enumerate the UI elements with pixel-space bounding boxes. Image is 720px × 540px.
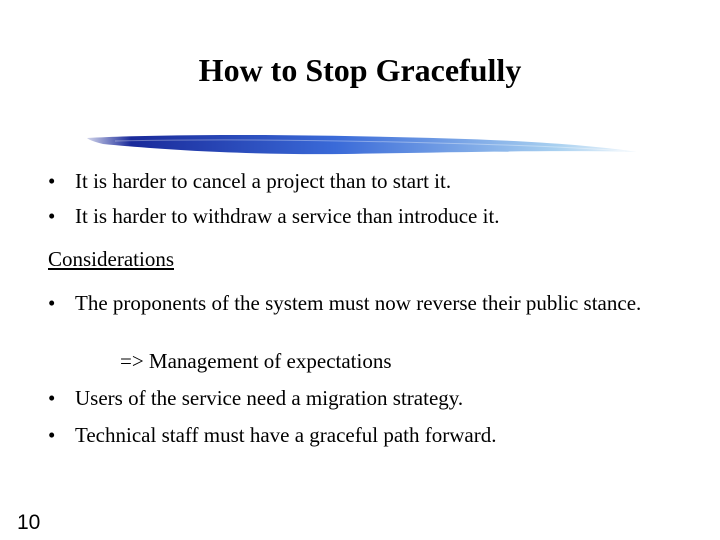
consideration-bullet-3-text: Technical staff must have a graceful path forward. bbox=[75, 423, 497, 447]
bullet-glyph: • bbox=[48, 204, 56, 228]
bullet-glyph: • bbox=[48, 291, 56, 315]
intro-bullet-1 bbox=[48, 168, 451, 194]
consideration-bullet-2-text: Users of the service need a migration strategy. bbox=[75, 386, 464, 410]
consideration-bullet-1-subline: => Management of expectations bbox=[120, 349, 392, 373]
decorative-brush-stroke bbox=[85, 128, 640, 164]
bullet-glyph: • bbox=[48, 386, 56, 410]
considerations-heading: Considerations bbox=[48, 247, 174, 271]
intro-bullet-2-text: It is harder to withdraw a service than introduce it. bbox=[75, 204, 500, 228]
consideration-bullet-3 bbox=[48, 422, 496, 448]
intro-bullet-2 bbox=[48, 203, 500, 229]
bullet-glyph: • bbox=[48, 169, 56, 193]
consideration-bullet-2 bbox=[48, 385, 463, 411]
slide-title: How to Stop Gracefully bbox=[198, 52, 522, 88]
bullet-glyph: • bbox=[48, 423, 56, 447]
consideration-bullet-1 bbox=[48, 289, 668, 318]
intro-bullet-1-text: It is harder to cancel a project than to start it. bbox=[75, 169, 452, 193]
consideration-bullet-1-text: The proponents of the system must now reverse their public stance. bbox=[75, 291, 642, 315]
page-number: 10 bbox=[17, 511, 41, 534]
